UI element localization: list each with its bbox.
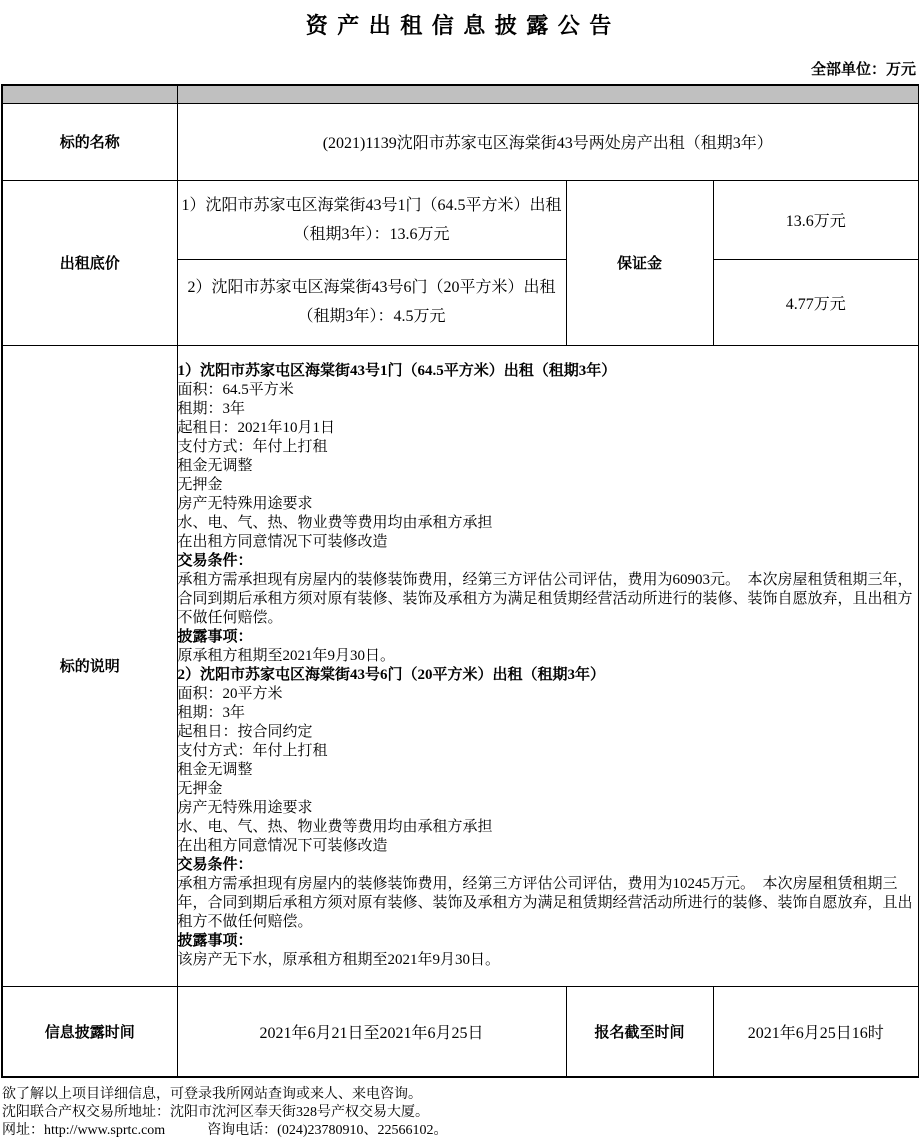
disclosure-time-label: 信息披露时间 — [2, 986, 177, 1077]
description-line: 交易条件： — [177, 856, 253, 873]
description-line: 原承租方租期至2021年9月30日。 — [177, 647, 396, 664]
description-line: 房产无特殊用途要求 — [177, 495, 313, 512]
description-line: 租金无调整 — [177, 761, 253, 778]
disclosure-table — [1, 84, 919, 1078]
description-line: 无押金 — [177, 476, 223, 493]
subject-name-label: 标的名称 — [2, 103, 177, 180]
description-line: 交易条件： — [177, 552, 253, 569]
description-line: 2）沈阳市苏家屯区海棠街43号6门（20平方米）出租（租期3年） — [177, 666, 606, 683]
page-title: 资 产 出 租 信 息 披 露 公 告 — [305, 13, 614, 38]
base-price-row-1 — [2, 180, 919, 259]
description-line: 支付方式：年付上打租 — [177, 438, 328, 455]
footer — [0, 1078, 919, 1140]
footer-contact-line: 网址：http://www.sprtc.com 咨询电话：(024)23780910、22566102。 — [2, 1123, 448, 1138]
description-line: 房产无特殊用途要求 — [177, 799, 313, 816]
description-line: 该房产无下水，原承租方租期至2021年9月30日。 — [177, 951, 501, 968]
subject-name-row — [2, 103, 919, 180]
deposit-value-2: 4.77万元 — [713, 259, 919, 345]
header-cell-left — [2, 85, 177, 103]
description-line: 水、电、气、热、物业费等费用均由承租方承担 — [177, 514, 493, 531]
description-line: 面积：20平方米 — [177, 685, 283, 702]
signup-deadline-value: 2021年6月25日16时 — [713, 986, 919, 1077]
description-line: 起租日：2021年10月1日 — [177, 419, 336, 436]
disclosure-time-value: 2021年6月21日至2021年6月25日 — [177, 986, 566, 1077]
description-line: 租金无调整 — [177, 457, 253, 474]
header-cell-right — [177, 85, 919, 103]
time-row — [2, 986, 919, 1077]
description-line: 租期：3年 — [177, 400, 246, 417]
description-line: 承租方需承担现有房屋内的装修装饰费用，经第三方评估公司评估，费用为60903元。 本次房屋租赁租期三年，合同到期后承租方须对原有装修、装饰及承租方为满足租赁期经营活动所进行的装修、装饰自愿放弃，且出租方不做任何赔偿。 — [177, 571, 913, 626]
description-line: 1）沈阳市苏家屯区海棠街43号1门（64.5平方米）出租（租期3年） — [177, 362, 617, 379]
unit-note: 全部单位：万元 — [810, 62, 916, 78]
subject-description-content — [177, 345, 919, 986]
footer-address-line: 沈阳联合产权交易所地址：沈阳市沈河区奉天街328号产权交易大厦。 — [2, 1105, 429, 1120]
description-line: 水、电、气、热、物业费等费用均由承租方承担 — [177, 818, 493, 835]
description-line: 披露事项： — [177, 628, 253, 645]
description-line: 在出租方同意情况下可装修改造 — [177, 837, 388, 854]
deposit-label: 保证金 — [566, 180, 713, 345]
description-line: 在出租方同意情况下可装修改造 — [177, 533, 388, 550]
description-line: 无押金 — [177, 780, 223, 797]
signup-deadline-label: 报名截至时间 — [566, 986, 713, 1077]
base-price-item-2: 2）沈阳市苏家屯区海棠街43号6门（20平方米）出租（租期3年）：4.5万元 — [177, 259, 566, 345]
description-line: 租期：3年 — [177, 704, 246, 721]
base-price-label: 出租底价 — [2, 180, 177, 345]
description-line: 披露事项： — [177, 932, 253, 949]
deposit-value-1: 13.6万元 — [713, 180, 919, 259]
footer-note-line: 欲了解以上项目详细信息，可登录我所网站查询或来人、来电咨询。 — [2, 1087, 422, 1102]
subject-description-label: 标的说明 — [2, 345, 177, 986]
description-line: 支付方式：年付上打租 — [177, 742, 328, 759]
subject-description-row — [2, 345, 919, 986]
subject-name-value: (2021)1139沈阳市苏家屯区海棠街43号两处房产出租（租期3年） — [177, 103, 919, 180]
description-line: 起租日：按合同约定 — [177, 723, 313, 740]
description-line: 承租方需承担现有房屋内的装修装饰费用，经第三方评估公司评估，费用为10245万元。 本次房屋租赁租期三年，合同到期后承租方须对原有装修、装饰及承租方为满足租赁期经营活动所进行的装修、装饰自愿放弃，且出租方不做任何赔偿。 — [177, 875, 913, 930]
table-header-row — [2, 85, 919, 103]
description-line: 面积：64.5平方米 — [177, 381, 294, 398]
base-price-item-1: 1）沈阳市苏家屯区海棠街43号1门（64.5平方米）出租（租期3年）：13.6万元 — [177, 180, 566, 259]
